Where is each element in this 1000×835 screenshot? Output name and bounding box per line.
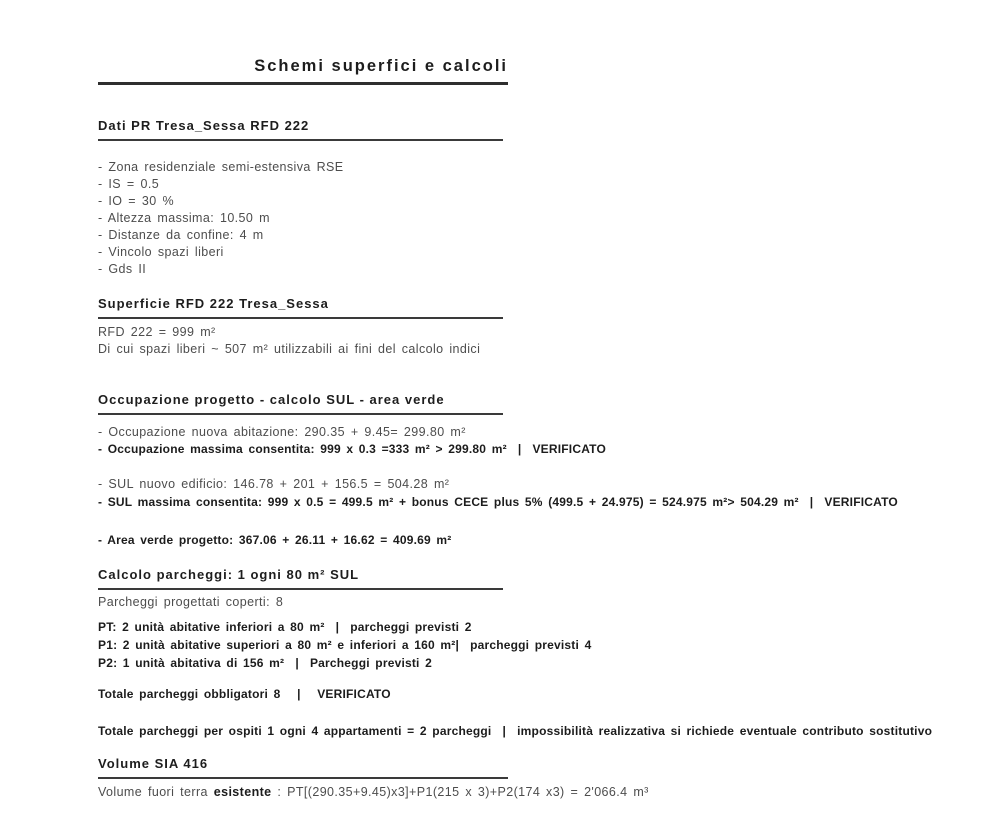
list-item: - IS = 0.5 [98,177,160,191]
parcheggi-pt-line: PT: 2 unità abitative inferiori a 80 m² | parcheggi previsti 2 [98,620,472,634]
superficie-total-line: RFD 222 = 999 m² [98,325,216,339]
volume-line-bold-word: esistente [213,785,272,799]
section-heading-volume: Volume SIA 416 [98,756,508,779]
list-item: - IO = 30 % [98,194,174,208]
superficie-spazi-liberi-line: Di cui spazi liberi ~ 507 m² utilizzabili ai fini del calcolo indici [98,342,481,356]
volume-esistente-line [98,785,649,800]
parcheggi-p2-line: P2: 1 unità abitativa di 156 m² | Parcheggi previsti 2 [98,656,432,670]
section-heading-superficie: Superficie RFD 222 Tresa_Sessa [98,296,503,319]
section-heading-parcheggi: Calcolo parcheggi: 1 ogni 80 m² SUL [98,567,503,590]
section-heading-occupazione: Occupazione progetto - calcolo SUL - area verde [98,392,503,415]
occupazione-massima-line: - Occupazione massima consentita: 999 x 0.3 =333 m² > 299.80 m² | VERIFICATO [98,442,607,456]
parcheggi-intro-line: Parcheggi progettati coperti: 8 [98,595,284,609]
list-item: - Vincolo spazi liberi [98,245,224,259]
parcheggi-ospiti-line: Totale parcheggi per ospiti 1 ogni 4 appartamenti = 2 parcheggi | impossibilità realizzativa si richiede eventuale contributo sostitutivo [98,724,933,738]
parcheggi-p1-line: P1: 2 unità abitative superiori a 80 m² e inferiori a 160 m²| parcheggi previsti 4 [98,638,592,652]
section-heading-dati-pr: Dati PR Tresa_Sessa RFD 222 [98,118,503,141]
volume-line-suffix: : PT[(290.35+9.45)x3]+P1(215 x 3)+P2(174 x3) = 2'066.4 m³ [271,785,649,799]
area-verde-line: - Area verde progetto: 367.06 + 26.11 + 16.62 = 409.69 m² [98,533,452,547]
list-item: - Gds II [98,262,147,276]
list-item: - Distanze da confine: 4 m [98,228,264,242]
parcheggi-totale-line: Totale parcheggi obbligatori 8 | VERIFICATO [98,687,391,701]
sul-massima-line: - SUL massima consentita: 999 x 0.5 = 499.5 m² + bonus CECE plus 5% (499.5 + 24.975) = 524.975 m²> 504.29 m² | VERIFICATO [98,495,898,509]
volume-line-prefix: Volume fuori terra [98,785,214,799]
list-item: - Zona residenziale semi-estensiva RSE [98,160,344,174]
list-item: - Altezza massima: 10.50 m [98,211,270,225]
page-title: Schemi superfici e calcoli [98,56,508,85]
sul-nuovo-line: - SUL nuovo edificio: 146.78 + 201 + 156.5 = 504.28 m² [98,477,450,491]
dati-pr-list [98,160,344,279]
occupazione-nuova-line: - Occupazione nuova abitazione: 290.35 + 9.45= 299.80 m² [98,425,466,439]
parcheggi-units-list [98,620,591,674]
